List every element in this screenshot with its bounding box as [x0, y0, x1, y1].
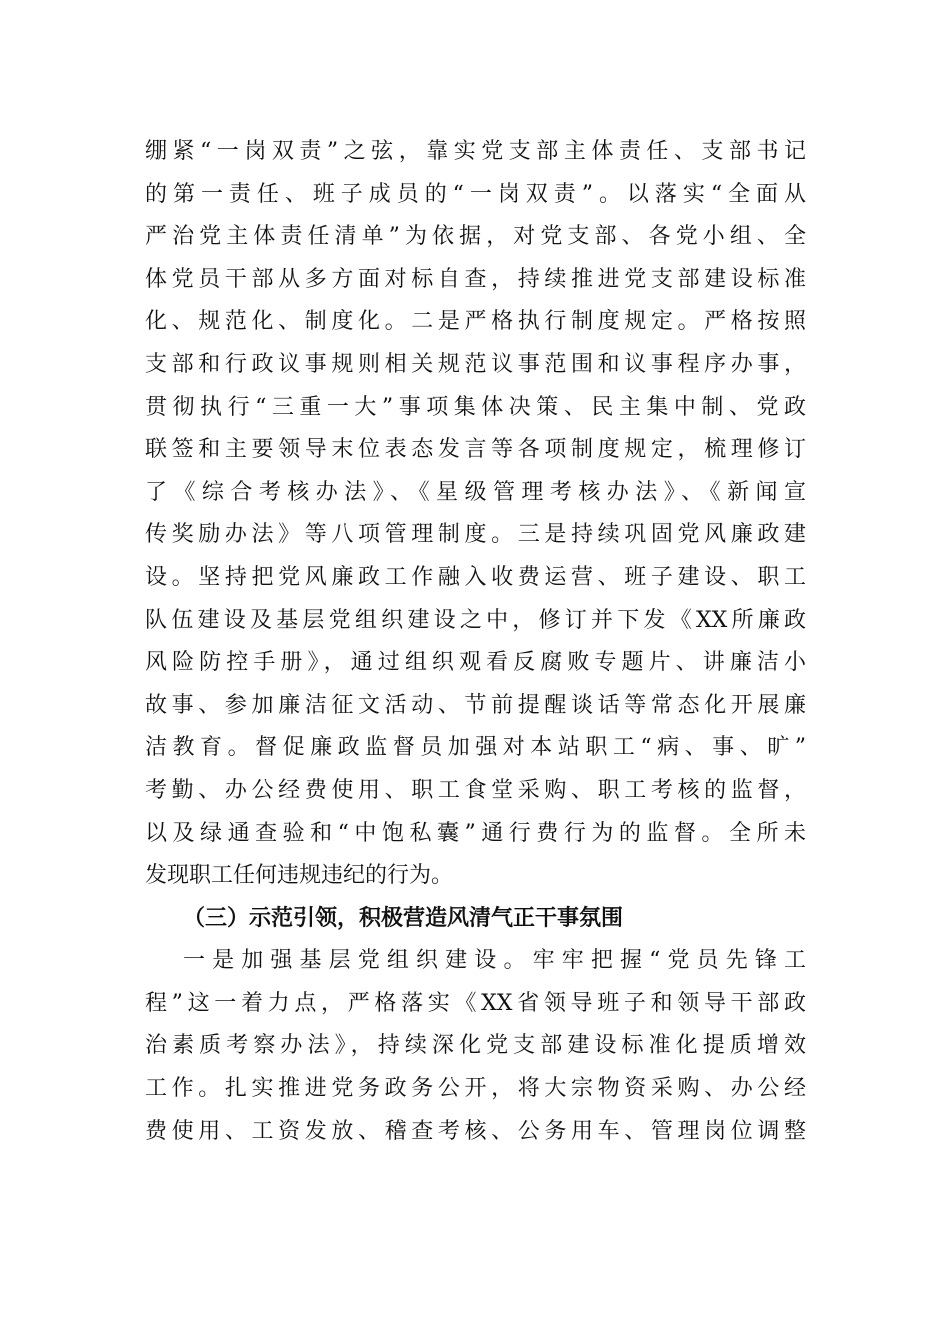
text-line: 程”这一着力点，严格落实《XX省领导班子和领导干部政	[145, 990, 806, 1016]
text-line: 工作。扎实推进党务政务公开，将大宗物资采购、办公经	[145, 1076, 806, 1102]
text-line: 以及绿通查验和“中饱私囊”通行费行为的监督。全所未	[145, 820, 806, 846]
text-line: 化、规范化、制度化。二是严格执行制度规定。严格按照	[145, 309, 806, 335]
text-line: 队伍建设及基层党组织建设之中，修订并下发《XX所廉政	[145, 607, 806, 633]
text-line: 治素质考察办法》，持续深化党支部建设标准化提质增效	[145, 1033, 806, 1059]
paragraph-2	[145, 940, 806, 1153]
text-line: 考勤、办公经费使用、职工食堂采购、职工考核的监督，	[145, 777, 806, 803]
text-line: 严治党主体责任清单”为依据，对党支部、各党小组、全	[145, 224, 806, 250]
text-line: 发现职工任何违规违纪的行为。	[145, 863, 454, 889]
text-line: 费使用、工资发放、稽查考核、公务用车、管理岗位调整	[145, 1118, 806, 1144]
text-line: 风险防控手册》，通过组织观看反腐败专题片、讲廉洁小	[145, 650, 806, 676]
text-line: 故事、参加廉洁征文活动、节前提醒谈话等常态化开展廉	[145, 692, 806, 718]
text-line: 了《综合考核办法》、《星级管理考核办法》、《新闻宣	[145, 479, 806, 505]
paragraph-1	[145, 131, 806, 898]
text-line: 的第一责任、班子成员的“一岗双责”。以落实“全面从	[145, 181, 806, 207]
text-line: 联签和主要领导末位表态发言等各项制度规定，梳理修订	[145, 437, 806, 463]
text-line: 设。坚持把党风廉政工作融入收费运营、班子建设、职工	[145, 564, 806, 590]
document-page	[145, 131, 806, 1153]
text-line: 体党员干部从多方面对标自查，持续推进党支部建设标准	[145, 266, 806, 292]
text-line: 绷紧“一岗双责”之弦，靠实党支部主体责任、支部书记	[145, 139, 806, 164]
text-line: 贯彻执行“三重一大”事项集体决策、民主集中制、党政	[145, 394, 806, 420]
text-line: 传奖励办法》等八项管理制度。三是持续巩固党风廉政建	[145, 522, 806, 548]
text-line: 一是加强基层党组织建设。牢牢把握“党员先锋工	[183, 948, 806, 974]
text-line: 支部和行政议事规则相关规范议事范围和议事程序办事，	[145, 351, 806, 377]
text-line: 洁教育。督促廉政监督员加强对本站职工“病、事、旷”	[145, 735, 806, 761]
section-heading: （三）示范引领，积极营造风清气正干事氛围	[183, 905, 624, 931]
